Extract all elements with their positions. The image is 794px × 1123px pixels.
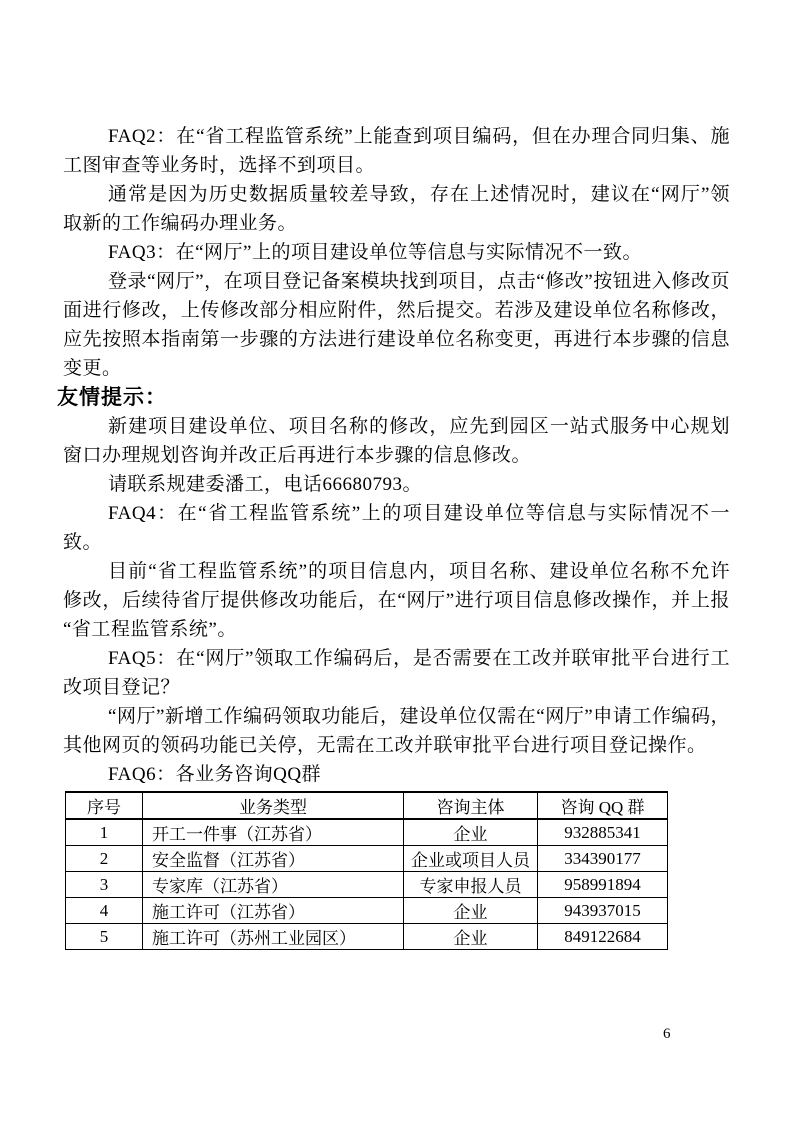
notice-paragraph-1: 新建项目建设单位、项目名称的修改，应先到园区一站式服务中心规划窗口办理规划咨询并改正后再进行本步骤的信息修改。 <box>63 416 730 466</box>
qq-group-table <box>65 791 668 950</box>
cell-qq-group: 849122684 <box>538 924 668 950</box>
table-header-row <box>66 792 668 819</box>
cell-qq-group: 932885341 <box>538 819 668 846</box>
cell-consult-subject: 企业或项目人员 <box>404 846 538 872</box>
faq2-answer: 通常是因为历史数据质量较差导致，存在上述情况时，建议在“网厅”领取新的工作编码办理业务。 <box>63 184 730 234</box>
cell-business-type: 专家库（江苏省） <box>143 872 404 898</box>
cell-seq: 3 <box>66 872 143 898</box>
faq5-answer: “网厅”新增工作编码领取功能后，建设单位仅需在“网厅”申请工作编码，其他网页的领码功能已关停，无需在工改并联审批平台进行项目登记操作。 <box>63 706 730 756</box>
header-seq: 序号 <box>66 792 143 819</box>
cell-business-type: 安全监督（江苏省） <box>143 846 404 872</box>
cell-consult-subject: 企业 <box>404 924 538 950</box>
document-body <box>57 122 730 950</box>
header-qq-group: 咨询 QQ 群 <box>538 792 668 819</box>
header-business-type: 业务类型 <box>143 792 404 819</box>
cell-consult-subject: 专家申报人员 <box>404 872 538 898</box>
faq3-answer: 登录“网厅”，在项目登记备案模块找到项目，点击“修改”按钮进入修改页面进行修改，上传修改部分相应附件，然后提交。若涉及建设单位名称修改，应先按照本指南第一步骤的方法进行建设单位名称变更，再进行本步骤的信息变更。 <box>63 271 730 379</box>
cell-business-type: 施工许可（江苏省） <box>143 898 404 924</box>
faq5-question: FAQ5：在“网厅”领取工作编码后，是否需要在工改并联审批平台进行工改项目登记？ <box>63 648 730 698</box>
cell-seq: 5 <box>66 924 143 950</box>
cell-qq-group: 334390177 <box>538 846 668 872</box>
table-row <box>66 924 668 950</box>
cell-consult-subject: 企业 <box>404 898 538 924</box>
table-row <box>66 846 668 872</box>
header-consult-subject: 咨询主体 <box>404 792 538 819</box>
faq4-question: FAQ4：在“省工程监管系统”上的项目建设单位等信息与实际情况不一致。 <box>63 503 730 553</box>
table-row <box>66 819 668 846</box>
page-number: 6 <box>663 1026 671 1042</box>
cell-consult-subject: 企业 <box>404 819 538 846</box>
faq2-question: FAQ2：在“省工程监管系统”上能查到项目编码，但在办理合同归集、施工图审查等业务时，选择不到项目。 <box>63 126 730 176</box>
cell-business-type: 施工许可（苏州工业园区） <box>143 924 404 950</box>
cell-seq: 4 <box>66 898 143 924</box>
faq6-title: FAQ6：各业务咨询QQ群 <box>108 764 322 785</box>
notice-heading: 友情提示： <box>57 386 167 409</box>
table-row <box>66 898 668 924</box>
notice-paragraph-2: 请联系规建委潘工，电话66680793。 <box>108 474 423 495</box>
faq3-question: FAQ3：在“网厅”上的项目建设单位等信息与实际情况不一致。 <box>108 242 642 263</box>
cell-seq: 2 <box>66 846 143 872</box>
cell-qq-group: 943937015 <box>538 898 668 924</box>
faq4-answer: 目前“省工程监管系统”的项目信息内，项目名称、建设单位名称不允许修改，后续待省厅提供修改功能后，在“网厅”进行项目信息修改操作，并上报“省工程监管系统”。 <box>63 561 730 640</box>
table-row <box>66 872 668 898</box>
cell-qq-group: 958991894 <box>538 872 668 898</box>
cell-business-type: 开工一件事（江苏省） <box>143 819 404 846</box>
cell-seq: 1 <box>66 819 143 846</box>
